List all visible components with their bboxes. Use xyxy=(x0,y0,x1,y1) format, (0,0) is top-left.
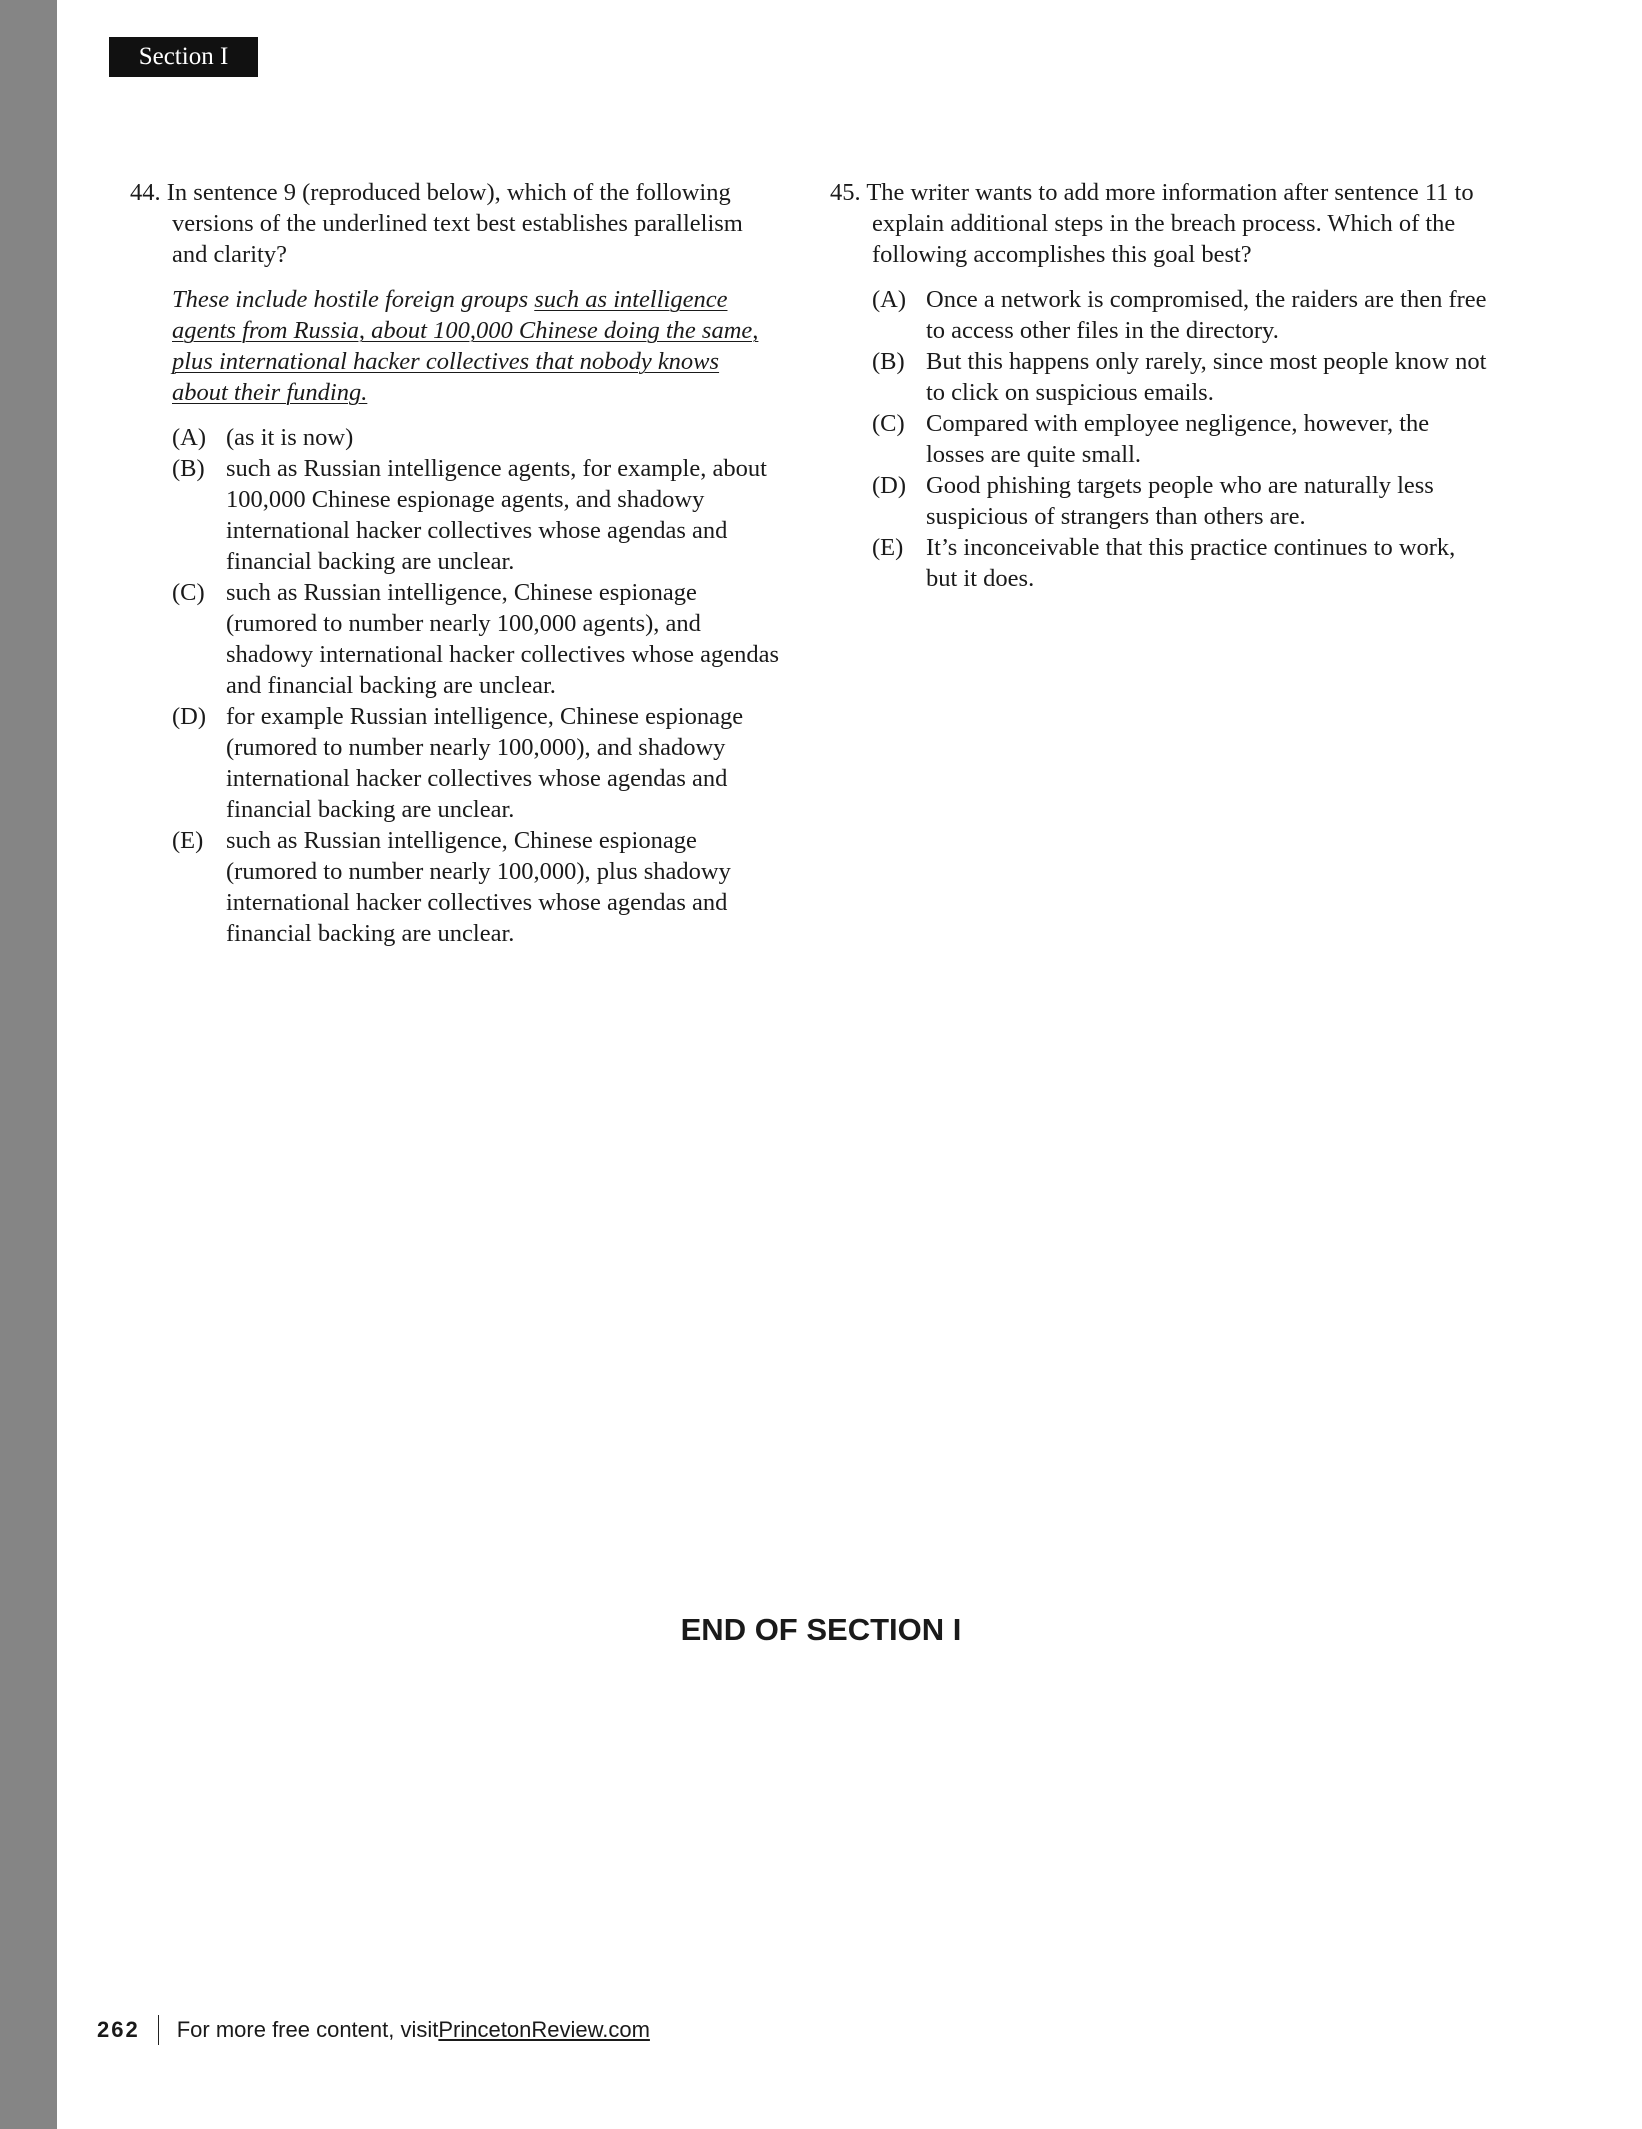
option-text: Once a network is compromised, the raiders are then free to access other files in the directory. xyxy=(926,286,1487,344)
option-d[interactable] xyxy=(872,470,1490,532)
option-letter: (D) xyxy=(172,703,207,730)
section-label: Section I xyxy=(109,37,258,77)
option-letter: (A) xyxy=(172,424,207,451)
option-text: such as Russian intelligence, Chinese espionage (rumored to number nearly 100,000 agents), and shadowy international hacker collectives whose agendas and financial backing are unclear. xyxy=(226,579,780,699)
option-text: such as Russian intelligence, Chinese espionage (rumored to number nearly 100,000), plus shadowy international hacker collectives whose agendas and financial backing are unclear. xyxy=(226,827,731,947)
website-link[interactable]: PrincetonReview.com xyxy=(438,2017,650,2042)
question-stem xyxy=(830,177,1490,270)
option-letter: (D) xyxy=(872,472,907,499)
option-letter: (E) xyxy=(172,827,204,854)
option-e[interactable] xyxy=(872,532,1490,594)
quoted-sentence xyxy=(172,284,780,408)
quote-underlined: such as intelligence agents from Russia, about 100,000 Chinese doing the same, plus international hacker collectives that nobody knows about their funding. xyxy=(172,286,759,406)
question-45 xyxy=(830,177,1490,594)
option-text: (as it is now) xyxy=(226,424,354,451)
option-c[interactable] xyxy=(172,577,780,701)
option-letter: (A) xyxy=(872,286,907,313)
answer-options xyxy=(172,422,780,949)
option-letter: (B) xyxy=(172,455,205,482)
option-letter: (E) xyxy=(872,534,904,561)
question-number: 45. xyxy=(830,179,861,206)
option-a[interactable] xyxy=(172,422,780,453)
option-c[interactable] xyxy=(872,408,1490,470)
question-stem xyxy=(130,177,780,270)
footer xyxy=(97,2015,650,2045)
footer-text: For more free content, visit xyxy=(176,2017,439,2042)
option-a[interactable] xyxy=(872,284,1490,346)
page-number: 262 xyxy=(97,2017,140,2042)
option-b[interactable] xyxy=(172,453,780,577)
stem-text: The writer wants to add more information after sentence 11 to explain additional steps in the breach process. Which of the following accomplishes this goal best? xyxy=(866,179,1474,268)
end-of-section-heading: END OF SECTION I xyxy=(680,1612,962,1647)
option-text: It’s inconceivable that this practice continues to work, but it does. xyxy=(926,534,1456,592)
option-e[interactable] xyxy=(172,825,780,949)
question-44 xyxy=(130,177,780,949)
option-letter: (C) xyxy=(172,579,205,606)
option-text: such as Russian intelligence agents, for example, about 100,000 Chinese espionage agents, and shadowy international hacker collectives whose agendas and financial backing are unclear. xyxy=(226,455,767,575)
option-text: Compared with employee negligence, however, the losses are quite small. xyxy=(926,410,1430,468)
page-edge-bar xyxy=(0,0,57,2129)
option-text: But this happens only rarely, since most people know not to click on suspicious emails. xyxy=(926,348,1487,406)
option-letter: (C) xyxy=(872,410,905,437)
option-b[interactable] xyxy=(872,346,1490,408)
answer-options xyxy=(872,284,1490,594)
stem-text: In sentence 9 (reproduced below), which of the following versions of the underlined text best establishes parallelism and clarity? xyxy=(166,179,743,268)
option-text: for example Russian intelligence, Chinese espionage (rumored to number nearly 100,000), and shadowy international hacker collectives whose agendas and financial backing are unclear. xyxy=(226,703,744,823)
question-number: 44. xyxy=(130,179,161,206)
footer-divider xyxy=(158,2015,159,2045)
option-d[interactable] xyxy=(172,701,780,825)
quote-plain: These include hostile foreign groups xyxy=(172,286,535,313)
option-text: Good phishing targets people who are naturally less suspicious of strangers than others are. xyxy=(926,472,1434,530)
option-letter: (B) xyxy=(872,348,905,375)
